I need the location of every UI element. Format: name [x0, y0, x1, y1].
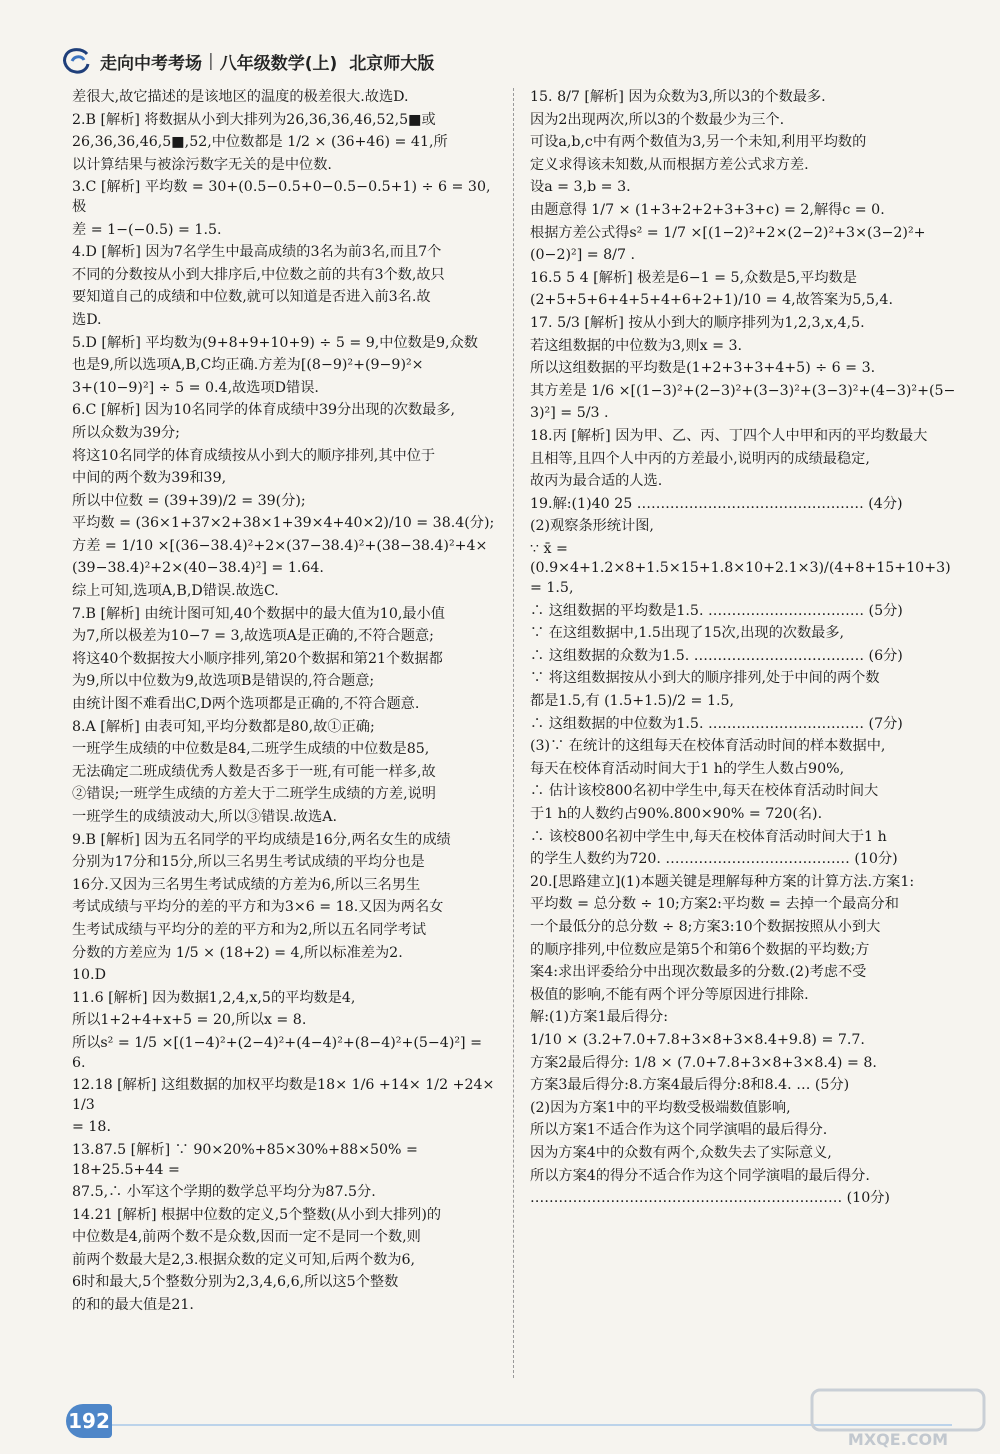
right-column-line: ∴ 该校800名初中学生中,每天在校体育活动时间大于1 h	[530, 828, 887, 845]
right-column-line: 所以方案4的得分不适合作为这个同学演唱的最后得分.	[530, 1167, 870, 1184]
right-column-line: ∴ 估计该校800名初中学生中,每天在校体育活动时间大	[530, 783, 879, 800]
right-column-line: 于1 h的人数约占90%.800×90% = 720(名).	[530, 806, 823, 822]
right-column-line: 1/10 × (3.2+7.0+7.8+3×8+3×8.4+9.8) = 7.7.	[530, 1031, 865, 1048]
left-column-line: 考试成绩与平均分的差的平方和为3×6 = 18.又因为两名女	[72, 899, 444, 916]
right-column-line: 若这组数据的中位数为3,则x = 3.	[530, 337, 743, 354]
left-column-line: 为7,所以极差为10−7 = 3,故选项A是正确的,不符合题意;	[72, 628, 434, 645]
left-column-line: 选D.	[72, 311, 102, 328]
left-column-line: 所以s² = 1/5 ×[(1−4)²+(2−4)²+(4−4)²+(8−4)²+(5−4)²] = 6.	[72, 1034, 487, 1071]
right-column-line: 其方差是 1/6 ×[(1−3)²+(2−3)²+(3−3)²+(3−3)²+(4−3)²+(5−	[530, 382, 956, 399]
right-column-line: 18.丙 [解析] 因为甲、乙、丙、丁四个人中甲和丙的平均数最大	[530, 427, 928, 444]
left-column-line: 不同的分数按从小到大排序后,中位数之前的共有3个数,故只	[72, 266, 445, 283]
right-column-line: ∵ 在这组数据中,1.5出现了15次,出现的次数最多,	[530, 625, 845, 642]
left-column-line: 生考试成绩与平均分的差的平方和为2,所以五名同学考试	[72, 921, 427, 938]
left-column-line: 分数的方差应为 1/5 × (18+2) = 4,所以标准差为2.	[72, 944, 403, 961]
left-column-line: 8.A [解析] 由表可知,平均分数都是80,故①正确;	[72, 718, 375, 735]
right-column-line: 因为2出现两次,所以3的个数最少为三个.	[530, 111, 785, 128]
right-column-line: 19.解:(1)40 25 ………………………………………… (4分)	[530, 495, 903, 512]
left-column-line: 也是9,所以选项A,B,C均正确.方差为[(8−9)²+(9−9)²×	[72, 357, 424, 374]
right-column-line: 方案2最后得分: 1/8 × (7.0+7.8+3×8+3×8.4) = 8.	[530, 1054, 877, 1071]
brand-title: 走向中考考场	[100, 53, 202, 74]
left-column-line: 2.B [解析] 将数据从小到大排列为26,36,36,46,52,5■或	[72, 111, 436, 128]
left-column-line: 的和的最大值是21.	[72, 1297, 194, 1314]
right-column-line: 由题意得 1/7 × (1+3+2+2+3+3+c) = 2,解得c = 0.	[530, 201, 885, 218]
right-column-line: 的学生人数约为720. ………………………………… (10分)	[530, 851, 898, 868]
left-column-line: 6时和最大,5个整数分别为2,3,4,6,6,所以这5个整数	[72, 1274, 399, 1291]
left-column-line: 中间的两个数为39和39,	[72, 470, 227, 487]
left-column-line: 分别为17分和15分,所以三名男生考试成绩的平均分也是	[72, 854, 425, 871]
right-column-line: (2+5+5+6+4+5+4+6+2+1)/10 = 4,故答案为5,5,4.	[530, 292, 893, 309]
right-column-line: 都是1.5,有 (1.5+1.5)/2 = 1.5,	[530, 693, 735, 710]
right-column-line: 所以方案1不适合作为这个同学演唱的最后得分.	[530, 1122, 828, 1139]
right-column-line: 解:(1)方案1最后得分:	[530, 1009, 668, 1026]
right-column-line: 案4:求出评委给分中出现次数最多的分数.(2)考虑不受	[530, 964, 867, 981]
right-column-line: ∵ x̄ = (0.9×4+1.2×8+1.5×15+1.8×10+2.1×3)/(4+8+15+10+3) = 1.5,	[530, 540, 956, 597]
left-column-line: 为9,所以中位数为9,故选项B是错误的,符合题意;	[72, 673, 375, 690]
right-column-line: 3)²] = 5/3 .	[530, 405, 609, 422]
left-column-line: 7.B [解析] 由统计图可知,40个数据中的最大值为10,最小值	[72, 605, 445, 622]
swirl-logo-icon	[60, 46, 94, 76]
left-column-line: 以计算结果与被涂污数字无关的是中位数.	[72, 156, 332, 173]
left-column-line: 13.87.5 [解析] ∵ 90×20%+85×30%+88×50% = 18+25.5+44 =	[72, 1141, 423, 1178]
left-column-line: 差 = 1−(−0.5) = 1.5.	[72, 221, 222, 238]
right-column-line: 20.[思路建立](1)本题关键是理解每种方案的计算方法.方案1:	[530, 873, 915, 890]
left-column-line: 中位数是4,前两个数不是众数,因而一定不是同一个数,则	[72, 1229, 421, 1246]
right-column	[530, 88, 960, 1212]
left-column-line: = 18.	[72, 1119, 111, 1136]
right-column-line: 可设a,b,c中有两个数值为3,另一个未知,利用平均数的	[530, 134, 867, 151]
right-column-line: ∴ 这组数据的平均数是1.5. …………………………… (5分)	[530, 602, 903, 619]
left-column-line: 14.21 [解析] 根据中位数的定义,5个整数(从小到大排列)的	[72, 1206, 442, 1223]
right-column-line: 17. 5/3 [解析] 按从小到大的顺序排列为1,2,3,x,4,5.	[530, 314, 865, 331]
left-column-line: 无法确定二班成绩优秀人数是否多于一班,有可能一样多,故	[72, 763, 436, 780]
left-column-line: 26,36,36,46,5■,52,中位数都是 1/2 × (36+46) = 41,所	[72, 134, 448, 151]
right-column-line: 根据方差公式得s² = 1/7 ×[(1−2)²+2×(2−2)²+3×(3−2)²+	[530, 224, 926, 241]
left-column-line: 由统计图不难看出C,D两个选项都是正确的,不符合题意.	[72, 696, 420, 713]
left-column-line: 3.C [解析] 平均数 = 30+(0.5−0.5+0−0.5−0.5+1) ÷ 6 = 30,极	[72, 179, 491, 215]
left-column-line: 一班学生成绩的中位数是84,二班学生成绩的中位数是85,	[72, 741, 430, 758]
header-separator: |	[208, 51, 214, 71]
left-column-line: 所以众数为39分;	[72, 424, 180, 441]
right-column-line: (2)观察条形统计图,	[530, 518, 654, 535]
right-column-line: ∴ 这组数据的众数为1.5. ……………………………… (6分)	[530, 647, 903, 664]
left-column-line: 综上可知,选项A,B,D错误.故选C.	[72, 583, 279, 600]
left-column-line: 一班学生的成绩波动大,所以③错误.故选A.	[72, 809, 337, 825]
left-column-line: 5.D [解析] 平均数为(9+8+9+10+9) ÷ 5 = 9,中位数是9,众数	[72, 334, 478, 351]
left-column-line: 平均数 = (36×1+37×2+38×1+39×4+40×2)/10 = 38.4(分);	[72, 515, 495, 532]
left-column-line: (39−38.4)²+2×(40−38.4)²] = 1.64.	[72, 560, 324, 577]
right-column-line: 且相等,且四个人中丙的方差最小,说明丙的成绩最稳定,	[530, 450, 870, 467]
left-column-line: 前两个数最大是2,3.根据众数的定义可知,后两个数为6,	[72, 1251, 416, 1268]
page-header	[60, 46, 434, 76]
left-column-line: 87.5,∴ 小军这个学期的数学总平均分为87.5分.	[72, 1184, 376, 1201]
right-column-line: ∴ 这组数据的中位数为1.5. …………………………… (7分)	[530, 715, 903, 732]
left-column-line: 所以1+2+4+x+5 = 20,所以x = 8.	[72, 1012, 307, 1029]
left-column-line: 11.6 [解析] 因为数据1,2,4,x,5的平均数是4,	[72, 989, 356, 1006]
page-number: 192	[66, 1404, 112, 1438]
left-column-line: 16分.又因为三名男生考试成绩的方差为6,所以三名男生	[72, 876, 421, 893]
left-column-line: 方差 = 1/10 ×[(36−38.4)²+2×(37−38.4)²+(38−38.4)²+4×	[72, 537, 488, 554]
right-column-line: 所以这组数据的平均数是(1+2+3+3+4+5) ÷ 6 = 3.	[530, 360, 876, 377]
right-column-line: 15. 8/7 [解析] 因为众数为3,所以3的个数最多.	[530, 89, 826, 105]
right-column-line: 每天在校体育活动时间大于1 h的学生人数占90%,	[530, 760, 845, 777]
left-column-line: 要知道自己的成绩和中位数,就可以知道是否进入前3名.故	[72, 289, 431, 306]
watermark-text: MXQE.COM	[847, 1430, 949, 1449]
right-column-line: ………………………………………………………… (10分)	[530, 1190, 890, 1207]
right-column-line: 因为方案4中的众数有两个,众数失去了实际意义,	[530, 1144, 832, 1161]
left-column-line: 所以中位数 = (39+39)/2 = 39(分);	[72, 492, 306, 509]
right-column-line: 16.5 5 4 [解析] 极差是6−1 = 5,众数是5,平均数是	[530, 269, 857, 286]
left-column-line: 12.18 [解析] 这组数据的加权平均数是18× 1/6 +14× 1/2 +24× 1/3	[72, 1077, 499, 1113]
right-column-line: 一个最低分的总分数 ÷ 8;方案3:10个数据按照从小到大	[530, 918, 881, 935]
right-column-line: 方案3最后得分:8.方案4最后得分:8和8.4. … (5分)	[530, 1077, 850, 1094]
right-column-line: (3)∵ 在统计的这组每天在校体育活动时间的样本数据中,	[530, 738, 886, 755]
right-column-line: 设a = 3,b = 3.	[530, 179, 631, 196]
left-column-line: 10.D	[72, 967, 106, 984]
left-column-line: 将这10名同学的体育成绩按从小到大的顺序排列,其中位于	[72, 447, 436, 464]
left-column-line: 9.B [解析] 因为五名同学的平均成绩是16分,两名女生的成绩	[72, 831, 451, 848]
right-column-line: 定义求得该未知数,从而根据方差公式求方差.	[530, 156, 809, 173]
left-column-line: 将这40个数据按大小顺序排列,第20个数据和第21个数据都	[72, 650, 443, 667]
right-column-line: ∵ 将这组数据按从小到大的顺序排列,处于中间的两个数	[530, 670, 880, 687]
left-column-line: 差很大,故它描述的是该地区的温度的极差很大.故选D.	[72, 89, 409, 105]
book-edition: 北京师大版	[349, 53, 435, 74]
answer-stamp-icon	[808, 1388, 988, 1450]
left-column-line: 4.D [解析] 因为7名学生中最高成绩的3名为前3名,而且7个	[72, 244, 442, 261]
right-column-line: 平均数 = 总分数 ÷ 10;方案2:平均数 = 去掉一个最高分和	[530, 896, 899, 913]
watermark	[808, 1388, 988, 1450]
right-column-line: 的顺序排列,中位数应是第5个和第6个数据的平均数;方	[530, 941, 870, 958]
left-column	[72, 88, 500, 1319]
right-column-line: (2)因为方案1中的平均数受极端数值影响,	[530, 1099, 791, 1116]
left-column-line: 6.C [解析] 因为10名同学的体育成绩中39分出现的次数最多,	[72, 402, 456, 419]
book-subtitle: 八年级数学(上)	[219, 53, 338, 74]
left-column-line: ②错误;一班学生成绩的方差大于二班学生成绩的方差,说明	[72, 786, 436, 803]
left-column-line: 3+(10−9)²] ÷ 5 = 0.4,故选项D错误.	[72, 379, 319, 396]
right-column-line: (0−2)²] = 8/7 .	[530, 247, 635, 264]
right-column-line: 故丙为最合适的人选.	[530, 473, 663, 490]
column-divider	[513, 88, 514, 1378]
right-column-line: 极值的影响,不能有两个评分等原因进行排除.	[530, 986, 809, 1003]
